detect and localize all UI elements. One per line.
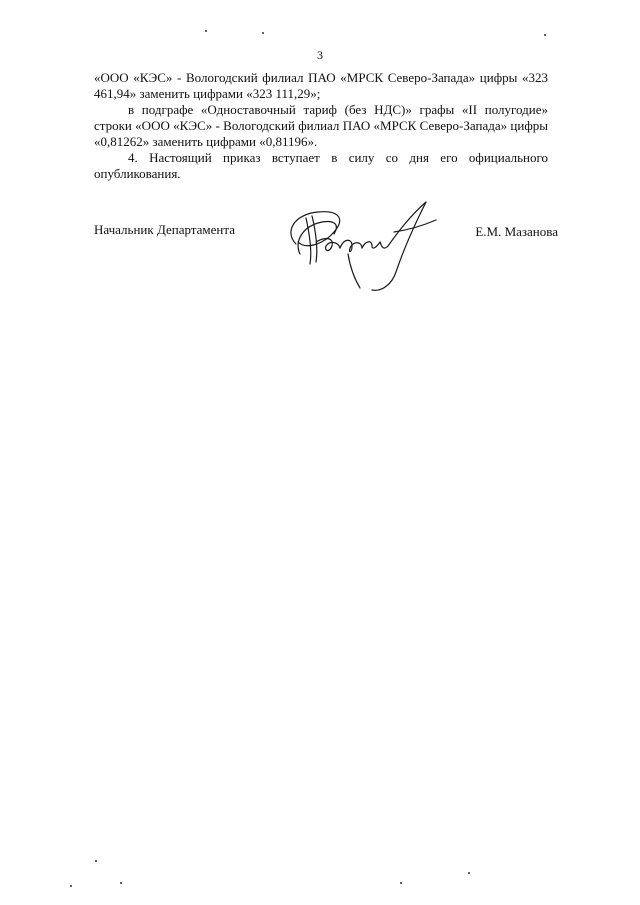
- scan-speck: [120, 882, 122, 884]
- scan-speck: [205, 30, 207, 32]
- scan-speck: [468, 872, 470, 874]
- scan-speck: [400, 882, 402, 884]
- paragraph-item-4: 4. Настоящий приказ вступает в силу со дня его официального опубликования.: [94, 150, 548, 181]
- scan-speck: [544, 34, 546, 36]
- paragraph-continuation: «ООО «КЭС» - Вологодский филиал ПАО «МРСК Северо-Запада» цифры «323 461,94» заменить цифрами «323 111,29»;: [94, 70, 548, 101]
- signatory-title: Начальник Департамента: [94, 222, 235, 237]
- paragraph-subsection: в подграфе «Одноставочный тариф (без НДС)» графы «II полугодие» строки «ООО «КЭС» - Вологодский филиал ПАО «МРСК Северо-Запада» цифры «0,81262» заменить цифрами «0,81196».: [94, 102, 548, 149]
- signature-block: [94, 220, 558, 290]
- handwritten-signature-icon: [276, 192, 446, 302]
- scan-speck: [262, 32, 264, 34]
- scan-speck: [95, 860, 97, 862]
- document-body: [94, 70, 548, 182]
- scan-speck: [70, 885, 72, 887]
- signatory-name: Е.М. Мазанова: [475, 224, 558, 239]
- page-number: 3: [317, 48, 323, 62]
